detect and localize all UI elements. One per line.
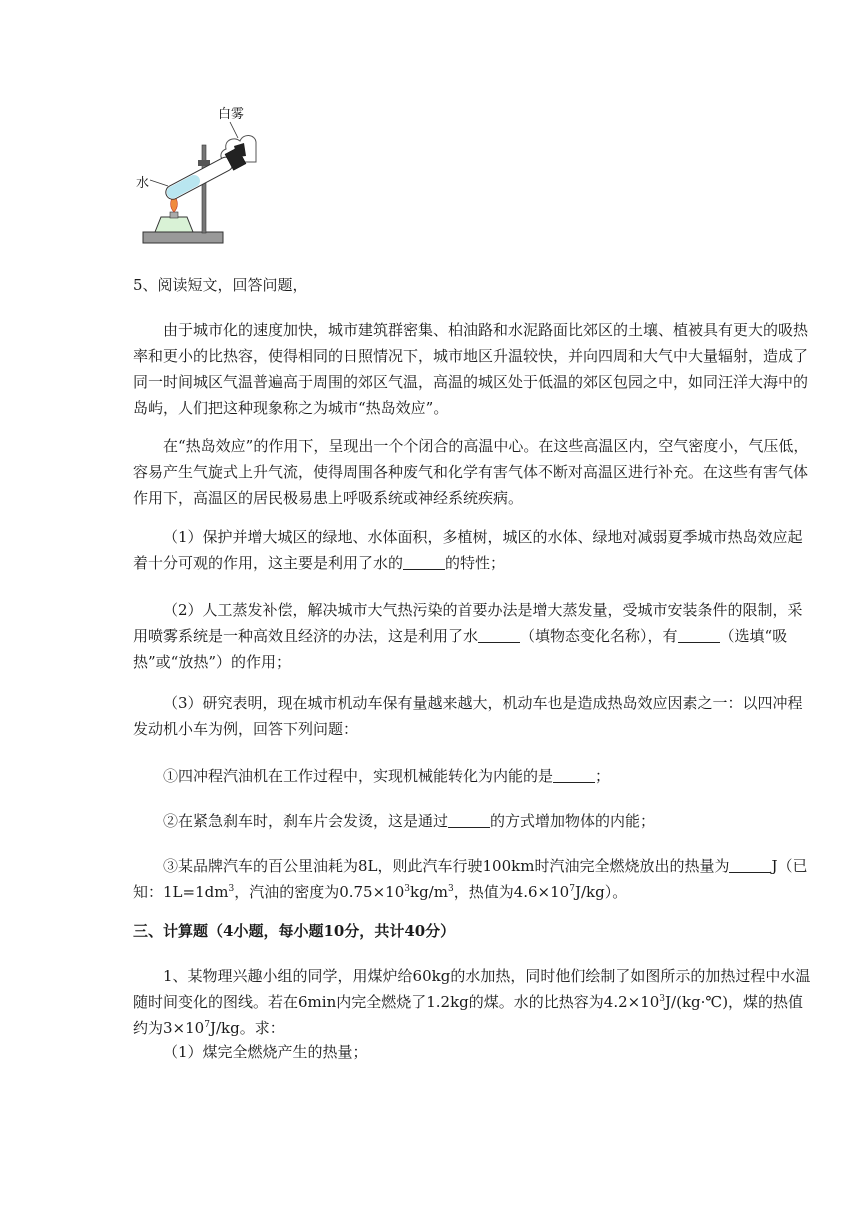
answer-blank[interactable] [553, 767, 595, 783]
item-1-suffix: ； [595, 767, 611, 785]
sub-question-1 [133, 524, 813, 576]
sub-question-3: （3）研究表明，现在城市机动车保有量越来越大，机动车也是造成热岛效应因素之一：以四冲程发动机小车为例，回答下列问题： [133, 694, 803, 738]
passage-paragraph-1: 由于城市化的速度加快，城市建筑群密集、柏油路和水泥路面比郊区的土壤、植被具有更大的吸热率和更小的比热容，使得相同的日照情况下，城市地区升温较快，并向四周和大气中大量辐射，造成了同一时间城区气温普遍高于周围的郊区气温，高温的城区处于低温的郊区包园之中，如同汪洋大海中的岛屿，人们把这种现象称之为城市“热岛效应”。 [133, 321, 809, 417]
experiment-figure [128, 100, 258, 255]
superscript: 7 [569, 884, 575, 894]
sub-question-3-item-2 [133, 808, 813, 834]
superscript: 3 [228, 884, 235, 894]
answer-blank[interactable] [729, 857, 771, 873]
sub-question-3-item-3 [133, 853, 813, 905]
item-3-text-e: ，热值为4.6×10 [453, 883, 570, 901]
item-1-text: ①四冲程汽油机在工作过程中，实现机械能转化为内能的是 [163, 767, 554, 785]
superscript: 7 [204, 1020, 210, 1030]
sub-question-2-mid: （填物态变化名称），有 [520, 627, 678, 645]
sub-question-2 [133, 597, 813, 675]
calc-question-1 [133, 963, 813, 1041]
item-3-text-c: ，汽油的密度为0.75×10 [234, 883, 405, 901]
question-5-title: 5、阅读短文，回答问题， [133, 276, 308, 294]
item-3-text: ③某品牌汽车的百公里油耗为8L，则此汽车行驶100km时汽油完全燃烧放出的热量为 [163, 857, 730, 875]
calc-question-1-sub-1: （1）煤完全燃烧产生的热量； [163, 1043, 368, 1061]
calc-question-1-text-b: J/(kg·℃)，煤的热值约为3×10 [133, 993, 804, 1037]
calc-question-1-text-c: J/kg。求： [209, 1019, 285, 1037]
answer-blank[interactable] [448, 812, 490, 828]
item-3-text-f: J/kg）。 [574, 883, 628, 901]
sub-question-2-suffix: （选填“吸热”或“放热”）的作用； [133, 627, 788, 671]
item-3-text-b: J（已知：1L=1dm [133, 857, 808, 901]
answer-blank[interactable] [678, 627, 720, 643]
water-label: 水 [136, 176, 150, 191]
superscript: 3 [447, 884, 454, 894]
item-2-text: ②在紧急刹车时，刹车片会发烫，这是通过 [163, 812, 449, 830]
sub-question-3-item-1 [133, 763, 813, 789]
sub-question-1-suffix: 的特性； [445, 554, 506, 572]
sub-question-2-text: （2）人工蒸发补偿，解决城市大气热污染的首要办法是增大蒸发量，受城市安装条件的限制，采用喷雾系统是一种高效且经济的办法，这是利用了水 [133, 601, 803, 645]
item-2-suffix: 的方式增加物体的内能； [490, 812, 656, 830]
item-3-text-d: kg/m [409, 883, 448, 901]
fog-label: 白雾 [218, 107, 245, 122]
superscript: 3 [404, 884, 410, 894]
superscript: 3 [659, 994, 666, 1004]
sub-question-1-text: （1）保护并增大城区的绿地、水体面积，多植树，城区的水体、绿地对减弱夏季城市热岛效应起着十分可观的作用，这主要是利用了水的 [133, 528, 803, 572]
passage-paragraph-2: 在“热岛效应”的作用下，呈现出一个个闭合的高温中心。在这些高温区内，空气密度小，气压低，容易产生气旋式上升气流，使得周围各种废气和化学有害气体不断对高温区进行补充。在这些有害气体作用下，高温区的居民极易患上呼吸系统或神经系统疾病。 [133, 437, 809, 507]
calc-question-1-text: 1、某物理兴趣小组的同学，用煤炉给60kg的水加热，同时他们绘制了如图所示的加热过程中水温随时间变化的图线。若在6min内完全燃烧了1.2kg的煤。水的比热容为4.2×10 [133, 967, 811, 1011]
section-3-heading: 三、计算题（4小题，每小题10分，共计40分） [133, 922, 456, 940]
answer-blank[interactable] [403, 554, 445, 570]
answer-blank[interactable] [478, 627, 520, 643]
